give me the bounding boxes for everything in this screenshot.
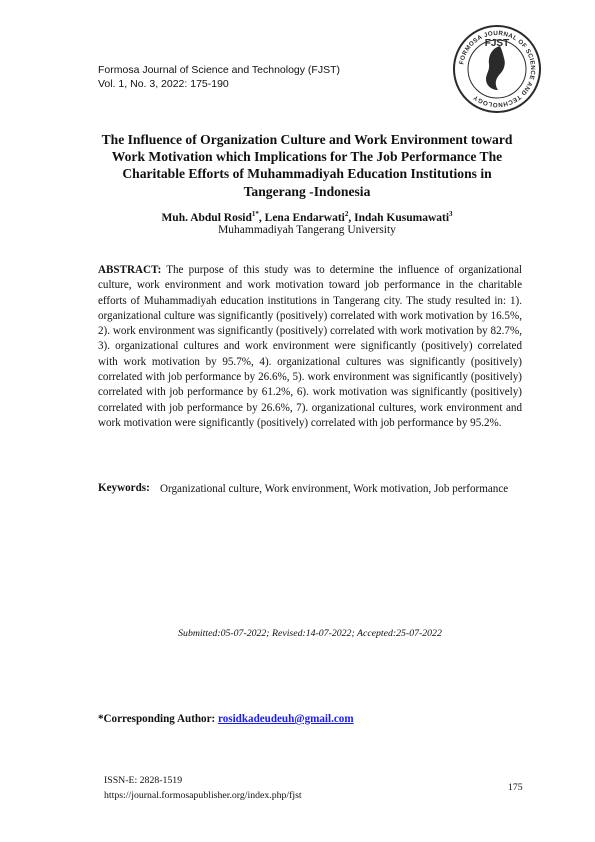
- authors: Muh. Abdul Rosid$^{1*}$, Lena Endarwati$^2$, Indah Kusumawati$^3$: [161, 210, 453, 224]
- corresponding-author: [98, 713, 354, 725]
- journal-logo: [452, 24, 542, 114]
- corresponding-label: *Corresponding Author:: [98, 713, 216, 725]
- affiliation: Muhammadiyah Tangerang University: [218, 224, 396, 236]
- journal-volume: Vol. 1, No. 3, 2022: 175-190: [98, 78, 229, 90]
- keywords-text: Organizational culture, Work environment, Work motivation, Job performance: [160, 483, 509, 495]
- issn: ISSN-E: 2828-1519: [104, 775, 183, 786]
- corresponding-email-link[interactable]: rosidkadeudeuh@gmail.com: [218, 713, 354, 725]
- abstract-text: The purpose of this study was to determine the influence of organizational culture, work environment and work motivation toward job performance in the charitable efforts of Muhammadiyah education institutions in Tangerang city. The study resulted in: 1). organizational culture was significantly (positively) correlated with work motivation by 16.5%, 2). work environment was significantly (positively) correlated with work motivation by 82.7%, 3). organizational cultures and work environment were significantly (positively) correlated with work motivation by 95.7%, 4). organizational cultures was significantly (positively) correlated with job performance by 26.6%, 5). work environment was significantly (positively) correlated with job performance by 61.2%, 6). work motivation was significantly (positively) correlated with job performance by 26.6%, 7). organizational cultures, work environment and work motivation were significantly (positively) correlated with job performance by 95.2%.: [98, 264, 522, 429]
- logo-ring-text: FORMOSA JOURNAL OF SCIENCE AND TECHNOLOGY: [458, 29, 537, 109]
- logo-abbr: FJST: [484, 38, 510, 49]
- abstract: [98, 263, 522, 431]
- keywords-label: Keywords:: [98, 482, 150, 494]
- abstract-label: ABSTRACT:: [98, 264, 162, 276]
- journal-url[interactable]: https://journal.formosapublisher.org/index.php/fjst: [104, 790, 302, 801]
- submission-dates: Submitted:05-07-2022; Revised:14-07-2022; Accepted:25-07-2022: [178, 628, 442, 639]
- paper-title: The Influence of Organization Culture and Work Environment toward Work Motivation which Implications for The Job Performance The Charitable Efforts of Muhammadiyah Education Institutions in Tangerang -Indonesia: [101, 132, 513, 199]
- page-number: 175: [508, 782, 523, 793]
- journal-name: Formosa Journal of Science and Technology (FJST): [98, 64, 341, 76]
